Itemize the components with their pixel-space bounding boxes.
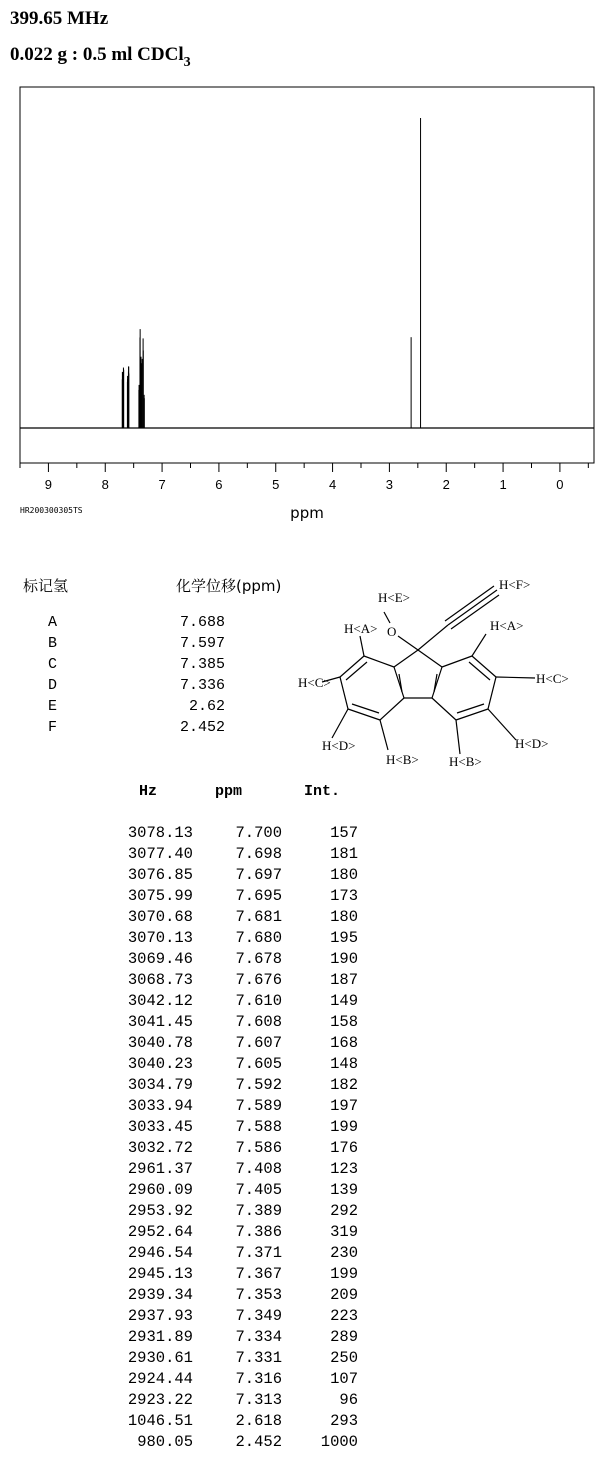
peak-ppm: 7.695 bbox=[235, 887, 282, 905]
x-tick-label: 1 bbox=[499, 477, 507, 492]
table-row bbox=[0, 1265, 400, 1286]
peak-ppm: 7.676 bbox=[235, 971, 282, 989]
peak-int: 195 bbox=[330, 929, 358, 947]
peak-ppm: 7.678 bbox=[235, 950, 282, 968]
x-axis-ticks bbox=[20, 463, 588, 472]
table-row bbox=[0, 929, 400, 950]
sample-description bbox=[10, 44, 191, 71]
table-row bbox=[0, 1160, 400, 1181]
peak-int: 292 bbox=[330, 1202, 358, 1220]
atom-label-hb-right: H<B> bbox=[449, 754, 482, 769]
table-row bbox=[0, 1328, 400, 1349]
peak-hz: 3042.12 bbox=[127, 992, 193, 1010]
table-row bbox=[0, 1370, 400, 1391]
peak-int: 96 bbox=[339, 1391, 358, 1409]
sample-text: 0.022 g : 0.5 ml CDCl bbox=[10, 44, 184, 65]
atom-label-hf: H<F> bbox=[499, 577, 531, 592]
table-row bbox=[0, 1286, 400, 1307]
peak-int: 319 bbox=[330, 1223, 358, 1241]
peak-table bbox=[0, 824, 400, 1454]
table-row bbox=[0, 971, 400, 992]
nmr-spectrum-chart bbox=[0, 80, 612, 525]
assignment-shift: 7.688 bbox=[179, 614, 225, 631]
table-row bbox=[0, 1223, 400, 1244]
peak-hz: 3041.45 bbox=[127, 1013, 193, 1031]
peak-int: 180 bbox=[330, 908, 358, 926]
peak-hz: 3077.40 bbox=[127, 845, 193, 863]
peak-ppm: 7.605 bbox=[235, 1055, 282, 1073]
assignment-label: C bbox=[48, 656, 58, 673]
peak-int: 107 bbox=[330, 1370, 358, 1388]
peak-ppm: 7.316 bbox=[235, 1370, 282, 1388]
x-tick-label: 5 bbox=[272, 477, 280, 492]
table-row bbox=[0, 1097, 400, 1118]
assignment-label: A bbox=[48, 614, 58, 631]
x-tick-label: 4 bbox=[328, 477, 337, 492]
peak-ppm: 7.592 bbox=[235, 1076, 282, 1094]
peak-hz: 2923.22 bbox=[127, 1391, 193, 1409]
table-row bbox=[0, 1076, 400, 1097]
peak-hz: 2960.09 bbox=[127, 1181, 193, 1199]
peak-ppm: 7.588 bbox=[235, 1118, 282, 1136]
peak-hz: 2961.37 bbox=[127, 1160, 193, 1178]
molecule-structure bbox=[290, 572, 610, 777]
atom-label-hc-right: H<C> bbox=[536, 671, 569, 686]
atom-label-ha-right: H<A> bbox=[490, 618, 524, 633]
peak-ppm: 7.389 bbox=[235, 1202, 282, 1220]
atom-label-hd-left: H<D> bbox=[322, 738, 356, 753]
peak-ppm: 7.610 bbox=[235, 992, 282, 1010]
peak-ppm: 2.618 bbox=[235, 1412, 282, 1430]
table-row bbox=[0, 1412, 400, 1433]
peak-int: 181 bbox=[330, 845, 358, 863]
peak-int: 187 bbox=[330, 971, 358, 989]
peak-hz: 3068.73 bbox=[127, 971, 193, 989]
x-tick-label: 7 bbox=[158, 477, 166, 492]
peak-header-int: Int. bbox=[304, 783, 341, 800]
atom-labels bbox=[298, 577, 569, 769]
peak-hz: 3034.79 bbox=[127, 1076, 193, 1094]
table-row bbox=[0, 992, 400, 1013]
peak-int: 168 bbox=[330, 1034, 358, 1052]
peak-int: 190 bbox=[330, 950, 358, 968]
assignment-shift: 7.336 bbox=[179, 677, 225, 694]
peak-table-header bbox=[0, 783, 400, 805]
peak-ppm: 7.680 bbox=[235, 929, 282, 947]
x-tick-label: 8 bbox=[101, 477, 109, 492]
atom-label-hc-left: H<C> bbox=[298, 675, 331, 690]
table-row bbox=[0, 845, 400, 866]
peak-hz: 3032.72 bbox=[127, 1139, 193, 1157]
peak-hz: 1046.51 bbox=[127, 1412, 193, 1430]
table-row bbox=[0, 1202, 400, 1223]
assignment-label: E bbox=[48, 698, 58, 715]
table-row bbox=[0, 1013, 400, 1034]
atom-label-o: O bbox=[387, 624, 397, 639]
peak-int: 180 bbox=[330, 866, 358, 884]
peak-ppm: 7.589 bbox=[235, 1097, 282, 1115]
x-tick-label: 2 bbox=[442, 477, 450, 492]
peak-ppm: 7.313 bbox=[235, 1391, 282, 1409]
peak-int: 230 bbox=[330, 1244, 358, 1262]
peak-int: 293 bbox=[330, 1412, 358, 1430]
peak-hz: 3075.99 bbox=[127, 887, 193, 905]
table-row bbox=[0, 1055, 400, 1076]
peak-hz: 2939.34 bbox=[127, 1286, 193, 1304]
peak-header-hz: Hz bbox=[139, 783, 158, 800]
peak-ppm: 7.371 bbox=[235, 1244, 282, 1262]
table-row bbox=[0, 824, 400, 845]
peak-ppm: 7.681 bbox=[235, 908, 282, 926]
table-row bbox=[0, 866, 400, 887]
peak-ppm: 2.452 bbox=[235, 1433, 282, 1451]
peak-ppm: 7.349 bbox=[235, 1307, 282, 1325]
table-row bbox=[0, 1433, 400, 1454]
peak-hz: 3040.78 bbox=[127, 1034, 193, 1052]
peak-int: 199 bbox=[330, 1265, 358, 1283]
peak-int: 250 bbox=[330, 1349, 358, 1367]
peak-int: 173 bbox=[330, 887, 358, 905]
sample-subscript: 3 bbox=[183, 55, 191, 70]
peak-ppm: 7.607 bbox=[235, 1034, 282, 1052]
peak-ppm: 7.698 bbox=[235, 845, 282, 863]
peak-hz: 3070.68 bbox=[127, 908, 193, 926]
x-tick-label: 6 bbox=[215, 477, 223, 492]
peak-ppm: 7.408 bbox=[235, 1160, 282, 1178]
table-row bbox=[0, 1391, 400, 1412]
bonds bbox=[322, 586, 535, 754]
table-row bbox=[0, 1034, 400, 1055]
peak-hz: 2945.13 bbox=[127, 1265, 193, 1283]
peak-hz: 3040.23 bbox=[127, 1055, 193, 1073]
x-tick-label: 3 bbox=[385, 477, 394, 492]
peak-int: 182 bbox=[330, 1076, 358, 1094]
peak-hz: 3070.13 bbox=[127, 929, 193, 947]
assignment-shift: 7.385 bbox=[179, 656, 225, 673]
spectrometer-frequency: 399.65 MHz bbox=[10, 8, 109, 29]
peak-int: 209 bbox=[330, 1286, 358, 1304]
peak-header-ppm: ppm bbox=[215, 783, 243, 800]
assignment-header-label: 标记氢 bbox=[23, 577, 69, 595]
assignment-header-shift: 化学位移(ppm) bbox=[176, 577, 282, 595]
peak-hz: 2952.64 bbox=[127, 1223, 193, 1241]
peak-series bbox=[122, 118, 420, 428]
peak-hz: 2924.44 bbox=[127, 1370, 193, 1388]
x-axis-tick-labels bbox=[45, 477, 564, 492]
peak-int: 158 bbox=[330, 1013, 358, 1031]
peak-ppm: 7.586 bbox=[235, 1139, 282, 1157]
atom-label-he: H<E> bbox=[378, 590, 410, 605]
peak-ppm: 7.367 bbox=[235, 1265, 282, 1283]
assignment-label: D bbox=[48, 677, 58, 694]
peak-int: 1000 bbox=[320, 1433, 358, 1451]
table-row bbox=[0, 1244, 400, 1265]
x-tick-label: 9 bbox=[44, 477, 53, 492]
atom-label-hd-right: H<D> bbox=[515, 736, 549, 751]
peak-ppm: 7.334 bbox=[235, 1328, 282, 1346]
spectrum-code: HR200300305TS bbox=[20, 506, 83, 515]
peak-int: 123 bbox=[330, 1160, 358, 1178]
x-axis-label: ppm bbox=[290, 504, 324, 522]
peak-hz: 2937.93 bbox=[127, 1307, 193, 1325]
peak-hz: 3078.13 bbox=[127, 824, 193, 842]
peak-hz: 3069.46 bbox=[127, 950, 193, 968]
table-row bbox=[0, 887, 400, 908]
peak-ppm: 7.386 bbox=[235, 1223, 282, 1241]
table-row bbox=[0, 1181, 400, 1202]
peak-hz: 980.05 bbox=[137, 1433, 193, 1451]
peak-int: 289 bbox=[330, 1328, 358, 1346]
peak-int: 157 bbox=[330, 824, 358, 842]
peak-ppm: 7.405 bbox=[235, 1181, 282, 1199]
table-row bbox=[0, 1349, 400, 1370]
peak-hz: 3033.45 bbox=[127, 1118, 193, 1136]
table-row bbox=[0, 908, 400, 929]
peak-hz: 2946.54 bbox=[127, 1244, 193, 1262]
x-tick-label: 0 bbox=[556, 477, 564, 492]
peak-ppm: 7.697 bbox=[235, 866, 282, 884]
assignment-shift: 7.597 bbox=[179, 635, 225, 652]
peak-hz: 2931.89 bbox=[127, 1328, 193, 1346]
peak-ppm: 7.608 bbox=[235, 1013, 282, 1031]
peak-int: 139 bbox=[330, 1181, 358, 1199]
peak-hz: 2930.61 bbox=[127, 1349, 193, 1367]
assignment-shift: 2.62 bbox=[188, 698, 225, 715]
peak-ppm: 7.700 bbox=[235, 824, 282, 842]
peak-int: 199 bbox=[330, 1118, 358, 1136]
atom-label-hb-left: H<B> bbox=[386, 752, 419, 767]
peak-ppm: 7.331 bbox=[235, 1349, 282, 1367]
peak-int: 223 bbox=[330, 1307, 358, 1325]
peak-int: 149 bbox=[330, 992, 358, 1010]
table-row bbox=[0, 1307, 400, 1328]
peak-ppm: 7.353 bbox=[235, 1286, 282, 1304]
assignment-label: F bbox=[48, 719, 58, 736]
peak-hz: 2953.92 bbox=[127, 1202, 193, 1220]
peak-hz: 3033.94 bbox=[127, 1097, 193, 1115]
assignment-shift: 2.452 bbox=[179, 719, 225, 736]
table-row bbox=[0, 1118, 400, 1139]
peak-int: 176 bbox=[330, 1139, 358, 1157]
peak-int: 197 bbox=[330, 1097, 358, 1115]
table-row bbox=[0, 1139, 400, 1160]
plot-frame bbox=[20, 87, 594, 463]
atom-label-ha-left: H<A> bbox=[344, 621, 378, 636]
peak-hz: 3076.85 bbox=[127, 866, 193, 884]
assignment-label: B bbox=[48, 635, 58, 652]
table-row bbox=[0, 950, 400, 971]
peak-int: 148 bbox=[330, 1055, 358, 1073]
